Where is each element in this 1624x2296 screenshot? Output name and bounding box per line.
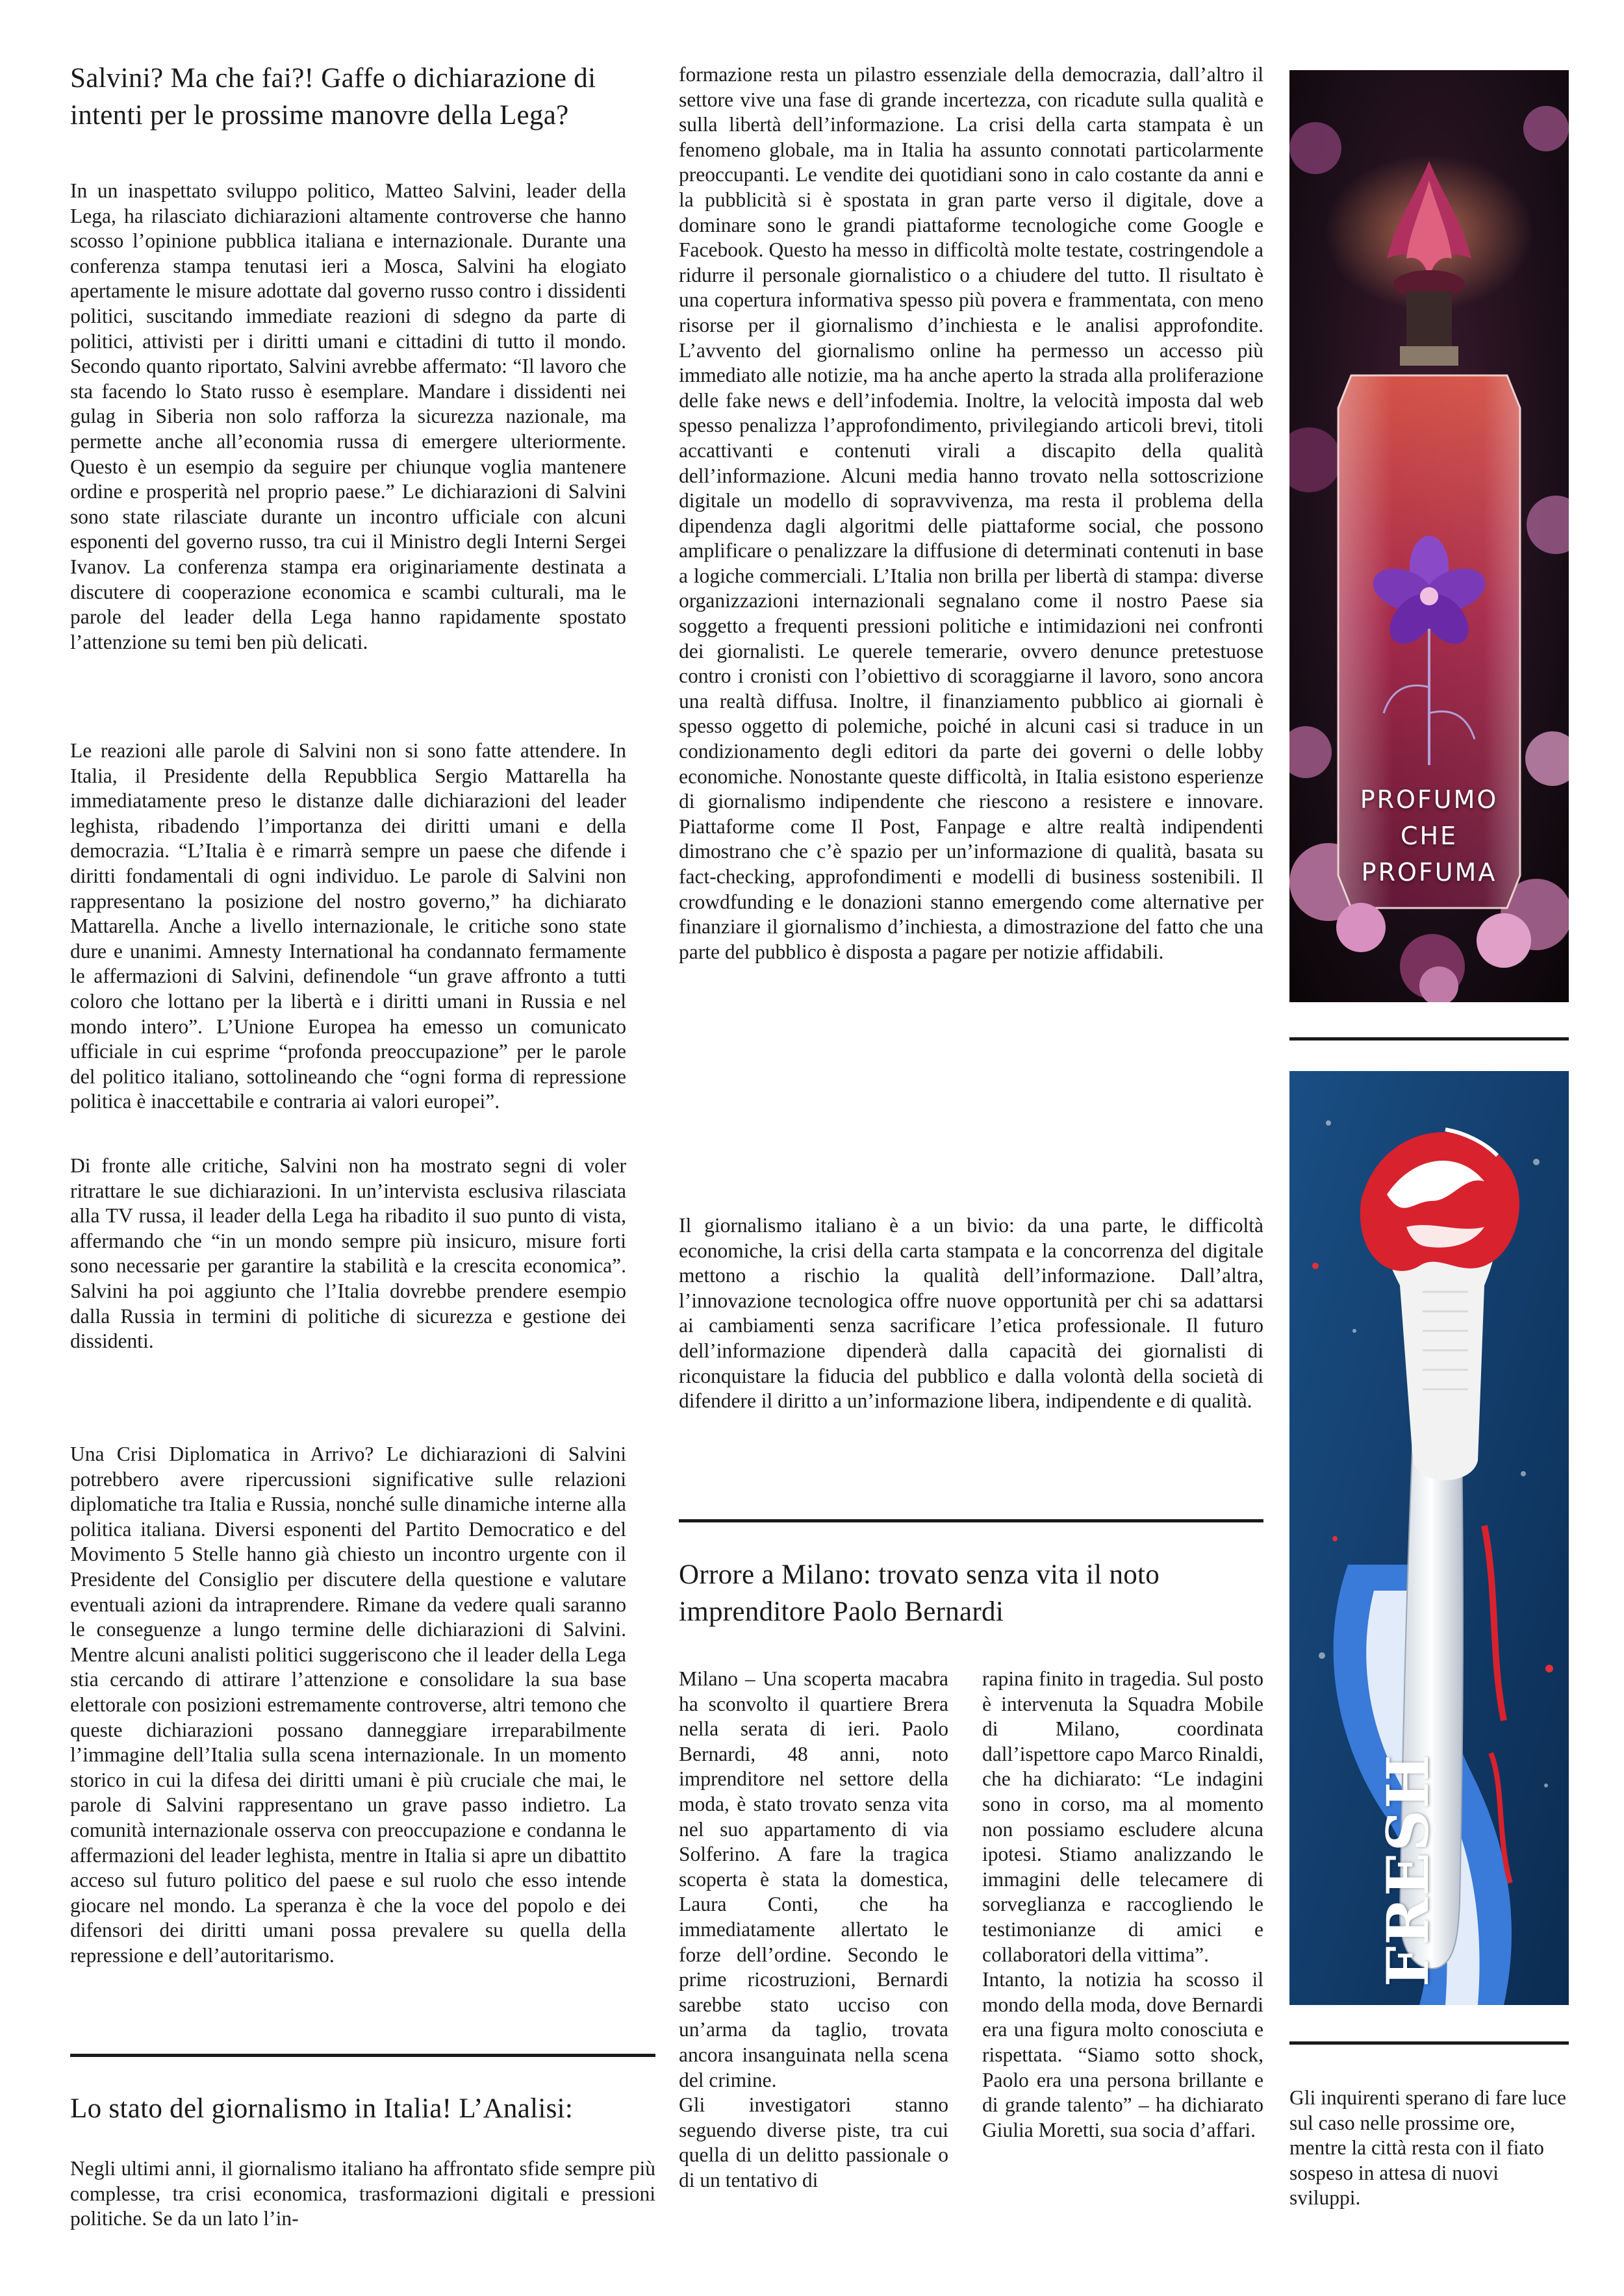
perfume-ad-line-3: PROFUMA xyxy=(1361,858,1497,887)
giornalismo-paragraph-1-cont: formazione resta un pilastro essenziale della democrazia, dall’altro il settore vive una fase di grande incertezza, con ricadute sulla qualità e sulla libertà dell’informazione. La crisi della carta stampata è un fenomeno globale, ma in Italia ha assunto connotati particolarmente preoccupanti. Le vendite dei quotidiani sono in calo costante da anni e la pubblicità si è spostata in gran parte verso il digitale, dove a dominare sono le grandi piattaforme tecnologiche come Google e Facebook. Questo ha messo in difficoltà molte testate, costringendole a ridurre il personale giornalistico o a chiudere del tutto. Il risultato è una copertura informativa spesso più povera e frammentata, con meno risorse per il giornalismo d’inchiesta e le analisi approfondite. L’avvento del giornalismo online ha permesso un accesso più immediato alle notizie, ma ha anche aperto la strada alla proliferazione delle fake news e dell’infodemia. Inoltre, la velocità imposta dal web spesso penalizza l’approfondimento, privilegiando articoli brevi, titoli accattivanti e contenuti virali a discapito della qualità dell’informazione. Alcuni media hanno trovato nella sottoscrizione digitale un modello di sopravvivenza, ma resta il problema della dipendenza dagli algoritmi delle piattaforme social, che possono amplificare o penalizzare la diffusione di determinati contenuti in base a logiche commerciali. L’Italia non brilla per libertà di stampa: diverse organizzazioni internazionali segnalano come il nostro Paese sia soggetto a frequenti pressioni politiche e intimidazioni nei confronti dei giornalisti. Le querele temerarie, ovvero denunce pretestuose contro i cronisti con l’obiettivo di scoraggiarne il lavoro, sono ancora una realtà diffusa. Inoltre, il finanziamento pubblico ai giornali è spesso oggetto di polemiche, poiché in alcuni casi si traduce in un condizionamento degli editori da parte dei governi o delle lobby economiche. Nonostante queste difficoltà, in Italia esistono esperienze di giornalismo indipendente che riescono a resistere e innovare. Piattaforme come Il Post, Fanpage e altre realtà indipendenti dimostrano che c’è spazio per un’informazione di qualità, basata su fact-checking, approfondimenti e modelli di business sostenibili. Il crowdfunding e le donazioni stanno emergendo come alternative per finanziare il giornalismo d’inchiesta, a dimostrazione del fatto che una parte del pubblico è disposta a pagare per notizie affidabili. xyxy=(679,63,1263,963)
perfume-ad-line-1: PROFUMO xyxy=(1360,785,1499,814)
giornalismo-paragraph-1-start: Negli ultimi anni, il giornalismo italiano ha affrontato sfide sempre più complesse, tra crisi economica, trasformazioni digitali e pressioni politiche. Se da un lato l’in- xyxy=(70,2157,655,2230)
milano-text-2: Gli investigatori stanno seguendo diverse piste, tra cui quella di un delitto passionale o di un tentativo di xyxy=(679,2093,948,2191)
toothbrush-ad-label: FRESH xyxy=(1374,1753,1441,1987)
salvini-headline: Salvini? Ma che fai?! Gaffe o dichiarazione di intenti per le prossime manovre della Lega? xyxy=(70,63,596,131)
salvini-paragraph-2: Le reazioni alle parole di Salvini non si sono fatte attendere. In Italia, il Presidente della Repubblica Sergio Mattarella ha immediatamente preso le distanze dalle dichiarazioni del leader leghista, ribadendo l’importanza dei diritti umani e della democrazia. “L’Italia è e rimarrà sempre un paese che difende i diritti fondamentali di ogni individuo. Le parole di Salvini non rappresentano la posizione del nostro governo,” ha dichiarato Mattarella. Anche a livello internazionale, le critiche sono state dure e unanimi. Amnesty International ha condannato fermamente le affermazioni di Salvini, definendole “un grave affronto a tutti coloro che lottano per la libertà e i diritti umani in Russia e nel mondo intero”. L’Unione Europea ha emesso un comunicato ufficiale in cui esprime “profonda preoccupazione” per le parole del politico italiano, sottolineando che “ogni forma di repressione politica è inaccettabile e contraria ai valori europei”. xyxy=(70,739,626,1113)
divider-rule xyxy=(1289,2041,1569,2045)
milano-body xyxy=(679,1667,1263,2251)
perfume-ad-line-2: CHE xyxy=(1400,822,1458,850)
salvini-paragraph-1: In un inaspettato sviluppo politico, Matteo Salvini, leader della Lega, ha rilasciato dichiarazioni altamente controverse che hanno scosso l’opinione pubblica italiana e internazionale. Durante una conferenza stampa tenutasi ieri a Mosca, Salvini ha elogiato apertamente le misure adottate dal governo russo contro i dissidenti politici, suscitando immediate reazioni di sdegno da parte di politici, attivisti per i diritti umani e cittadini di tutto il mondo. Secondo quanto riportato, Salvini avrebbe affermato: “Il lavoro che sta facendo lo Stato russo è esemplare. Mandare i dissidenti nei gulag in Siberia non solo rafforza la sicurezza nazionale, ma permette anche all’economia russa di emergere ulteriormente. Questo è un esempio da seguire per chiunque voglia mantenere ordine e prosperità nel proprio paese.” Le dichiarazioni di Salvini sono state rilasciate durante un incontro ufficiale con alcuni esponenti del governo russo, tra cui il Ministro degli Interni Sergei Ivanov. La conferenza stampa era originariamente destinata a discutere di cooperazione economica e scambi culturali, ma le parole del leader della Lega hanno rapidamente spostato l’attenzione su temi ben più delicati. xyxy=(70,179,626,653)
perfume-advertisement[interactable] xyxy=(1289,70,1569,1002)
salvini-paragraph-4: Una Crisi Diplomatica in Arrivo? Le dichiarazioni di Salvini potrebbero avere ripercussioni significative sulle relazioni diplomatiche tra Italia e Russia, nonché sulle dinamiche interne alla politica italiana. Diversi esponenti del Partito Democratico e del Movimento 5 Stelle hanno già chiesto un incontro urgente con il Presidente del Consiglio per discutere della questione e valutare eventuali azioni da intraprendere. Rimane da vedere quali saranno le conseguenze a lungo termine delle dichiarazioni di Salvini. Mentre alcuni analisti politici suggeriscono che il leader della Lega stia cercando di attirare l’attenzione e consolidare la sua base elettorale con posizioni estremamente controverse, altri temono che queste dichiarazioni possano danneggiare irreparabilmente l’immagine dell’Italia sulla scena internazionale. In un momento storico in cui la difesa dei diritti umani è più cruciale che mai, le parole di Salvini rappresentano un grave passo indietro. La comunità internazionale osserva con preoccupazione e condanna le affermazioni del leader leghista, mentre in Italia si apre un dibattito acceso sul futuro politico del paese e sul ruolo che esso intende giocare nel mondo. La speranza è che la voce del popolo e dei difensori dei diritti umani possa prevalere su quella della repressione e dell’autoritarismo. xyxy=(70,1443,626,1967)
divider-rule xyxy=(1289,1037,1569,1041)
salvini-paragraph-3: Di fronte alle critiche, Salvini non ha mostrato segni di voler ritrattare le sue dichiarazioni. In un’intervista esclusiva rilasciata alla TV russa, il leader della Lega ha ribadito il suo punto di vista, affermando che “in un mondo sempre più insicuro, misure forti sono necessarie per garantire la stabilità e la crescita economica”. Salvini ha poi aggiunto che l’Italia dovrebbe prendere esempio dalla Russia in termini di politiche di sicurezza e gestione dei dissidenti. xyxy=(70,1154,626,1353)
milano-headline: Orrore a Milano: trovato senza vita il noto imprenditore Paolo Bernardi xyxy=(679,1559,1160,1627)
toothbrush-advertisement[interactable] xyxy=(1289,1071,1569,2005)
giornalismo-paragraph-2: Il giornalismo italiano è a un bivio: da una parte, le difficoltà economiche, la crisi della carta stampata e la concorrenza del digitale mettono a rischio la qualità dell’informazione. Dall’altra, l’innovazione tecnologica offre nuove opportunità per chi sa adattarsi ai cambiamenti senza sacrificare l’etica professionale. Il futuro dell’informazione dipenderà dalla capacità dei giornalisti di riconquistare la fiducia del pubblico e dalla volontà della società di difendere il diritto a un’informazione libera, indipendente e di qualità. xyxy=(679,1214,1263,1413)
milano-text-4: Intanto, la notizia ha scosso il mondo della moda, dove Bernardi era una figura molto conosciuta e rispettata. “Siamo sotto shock, Paolo era una persona brillante e di grande talento” – ha dichiarato Giulia Moretti, sua socia d’affari. xyxy=(982,1968,1263,2141)
milano-subcolumn-1 xyxy=(679,1667,948,2193)
milano-text-5: Gli inquirenti sperano di fare luce sul caso nelle prossime ore, mentre la città resta con il fiato sospeso in attesa di nuovi sviluppi. xyxy=(1289,2086,1566,2210)
divider-rule xyxy=(70,2054,655,2057)
milano-text-3: rapina finito in tragedia. Sul posto è intervenuta la Squadra Mobile di Milano, coordinata dall’ispettore capo Marco Rinaldi, che ha dichiarato: “Le indagini sono in corso, ma al momento non possiamo escludere alcuna ipotesi. Stiamo analizzando le immagini delle telecamere di sorveglianza e raccogliendo le testimonianze di amici e collaboratori della vittima”. xyxy=(982,1667,1263,1966)
milano-text-1: Milano – Una scoperta macabra ha sconvolto il quartiere Brera nella serata di ieri. Paolo Bernardi, 48 anni, noto imprenditore nel settore della moda, è stato trovato senza vita nel suo appartamento di via Solferino. A fare la tragica scoperta è stata la domestica, Laura Conti, che ha immediatamente allertato le forze dell’ordine. Secondo le prime ricostruzioni, Bernardi sarebbe stato ucciso con un’arma da taglio, trovata ancora insanguinata nella scena del crimine. xyxy=(679,1667,948,2091)
milano-subcolumn-2 xyxy=(982,1667,1263,2143)
divider-rule xyxy=(679,1519,1263,1522)
giornalismo-headline: Lo stato del giornalismo in Italia! L’Analisi: xyxy=(70,2093,574,2124)
